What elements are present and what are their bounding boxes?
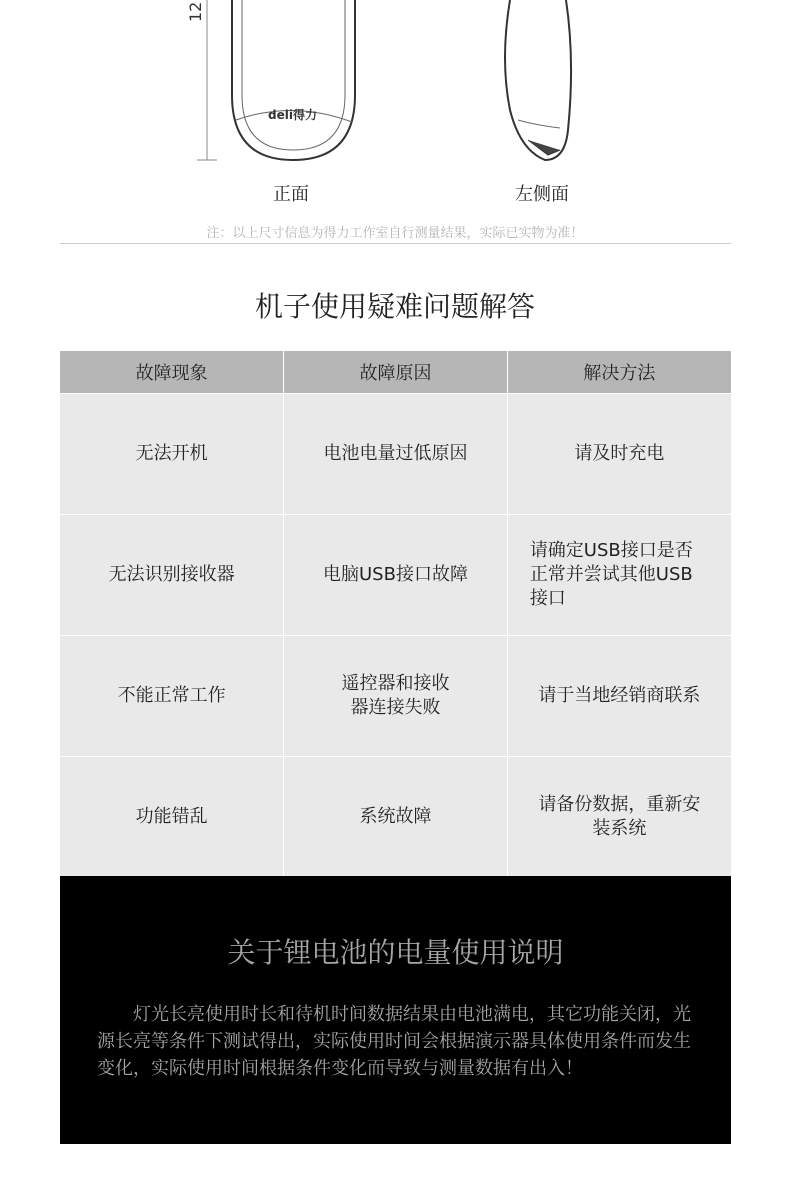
front-view-label: 正面 bbox=[273, 184, 309, 205]
cause-cell: 电池电量过低原因 bbox=[284, 394, 508, 515]
solution-cell: 请确定USB接口是否正常并尝试其他USB接口 bbox=[507, 515, 731, 636]
solution-cell: 请于当地经销商联系 bbox=[507, 636, 731, 757]
left-side-view-label: 左侧面 bbox=[515, 184, 569, 205]
battery-info-text: 灯光长亮使用时长和待机时间数据结果由电池满电，其它功能关闭，光源长亮等条件下测试得出，实际使用时间会根据演示器具体使用条件而发生变化，实际使用时间根据条件变化而导致与测量数据有出入！ bbox=[97, 1004, 691, 1079]
cause-cell: 电脑USB接口故障 bbox=[284, 515, 508, 636]
symptom-cell: 无法识别接收器 bbox=[60, 515, 284, 636]
symptom-cell: 不能正常工作 bbox=[60, 636, 284, 757]
solution-cell: 请及时充电 bbox=[507, 394, 731, 515]
table-header-row bbox=[60, 351, 731, 394]
battery-info-title: 关于锂电池的电量使用说明 bbox=[227, 936, 564, 969]
cause-cell: 遥控器和接收器连接失败 bbox=[284, 636, 508, 757]
table-row bbox=[60, 515, 731, 636]
product-drawing bbox=[0, 0, 790, 215]
divider bbox=[60, 243, 731, 244]
header-symptom: 故障现象 bbox=[60, 351, 284, 394]
table-row bbox=[60, 757, 731, 878]
battery-info-panel bbox=[60, 876, 731, 1144]
faq-title: 机子使用疑难问题解答 bbox=[254, 290, 535, 323]
cause-cell: 系统故障 bbox=[284, 757, 508, 878]
table-row bbox=[60, 636, 731, 757]
header-cause: 故障原因 bbox=[284, 351, 508, 394]
faq-table bbox=[60, 351, 731, 877]
table-row bbox=[60, 394, 731, 515]
product-outline-illustration bbox=[0, 0, 790, 215]
solution-cell: 请备份数据，重新安装系统 bbox=[507, 757, 731, 878]
device-logo: deli得力 bbox=[268, 108, 317, 122]
header-solution: 解决方法 bbox=[507, 351, 731, 394]
symptom-cell: 无法开机 bbox=[60, 394, 284, 515]
measurement-note: 注：以上尺寸信息为得力工作室自行测量结果，实际已实物为准！ bbox=[206, 226, 584, 241]
symptom-cell: 功能错乱 bbox=[60, 757, 284, 878]
dimension-label: 12 bbox=[186, 1, 205, 22]
